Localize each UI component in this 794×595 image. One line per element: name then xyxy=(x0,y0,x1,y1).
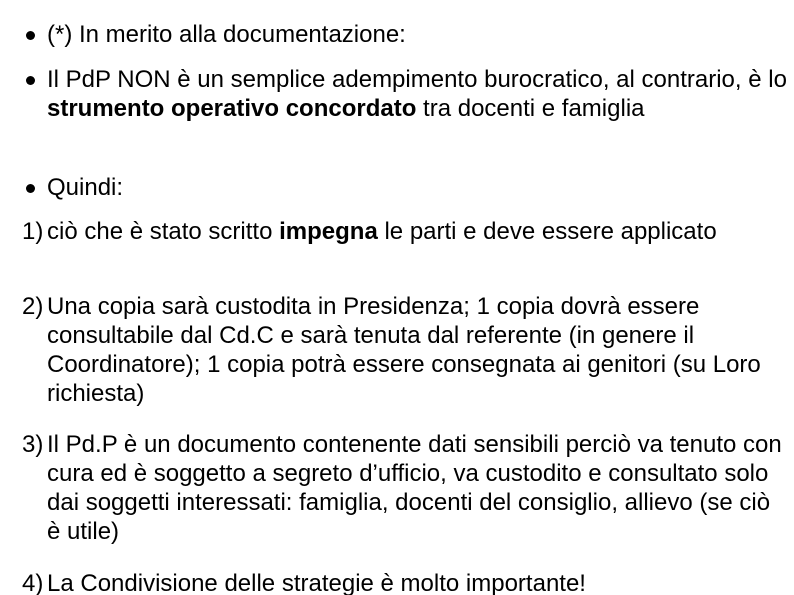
bullet-dot xyxy=(26,184,35,193)
bullet-text: Il PdP NON è un semplice adempimento burocratico, al contrario, è lo strumento operativo concordato tra docenti e famiglia xyxy=(47,66,787,122)
bullet-dot xyxy=(26,76,35,85)
item-text: ciò che è stato scritto impegna le parti e deve essere applicato xyxy=(47,218,717,245)
bullet-dot xyxy=(26,31,35,40)
item-number: 4) xyxy=(22,570,44,595)
bold-word: impegna xyxy=(279,218,378,245)
item-text: La Condivisione delle strategie è molto importante! xyxy=(47,570,586,595)
item-number: 1) xyxy=(22,218,44,245)
bullet-text: (*) In merito alla documentazione: xyxy=(47,21,406,48)
bold-phrase: strumento operativo concordato xyxy=(47,95,417,122)
item-text: Il Pd.P è un documento contenente dati sensibili perciò va tenuto con cura ed è soggetto a segreto d’ufficio, va custodito e consultato solo dai soggetti interessati: famiglia, docenti del consiglio, allievo (se ciò è utile) xyxy=(47,431,782,545)
item-text: Una copia sarà custodita in Presidenza; 1 copia dovrà essere consultabile dal Cd.C e sarà tenuta dal referente (in genere il Coordinatore); 1 copia potrà essere consegnata ai genitori (su Loro richiesta) xyxy=(47,293,761,407)
item-number: 2) xyxy=(22,293,44,320)
item-number: 3) xyxy=(22,431,44,458)
bullet-text: Quindi: xyxy=(47,174,124,201)
